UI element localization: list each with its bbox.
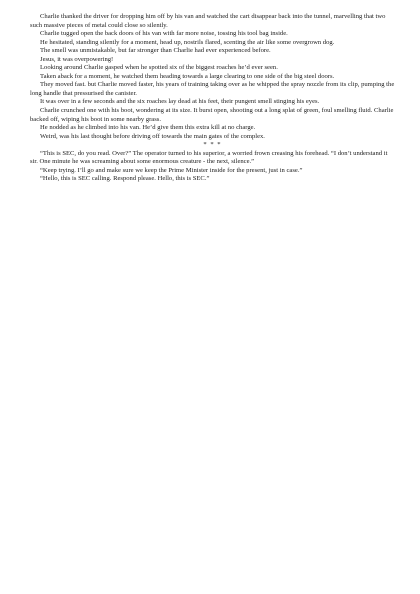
paragraph: They moved fast. but Charlie moved faster, his years of training taking over as he whipped the spray nozzle from its clip, pumping the long handle that pressurised the canister. <box>30 81 395 97</box>
paragraph: Charlie thanked the driver for dropping him off by his van and watched the cart disappear back into the tunnel, marvelling that two such massive pieces of metal could close so silently. <box>30 13 386 29</box>
paragraph: Weird, was his last thought before driving off towards the main gates of the complex. <box>40 132 265 140</box>
paragraph: Charlie tugged open the back doors of his van with far more noise, tossing his tool bag inside. <box>40 30 288 38</box>
paragraph: “Hello, this is SEC calling. Respond please. Hello, this is SEC.” <box>40 175 210 183</box>
scene-break: * * * <box>203 141 222 149</box>
paragraph: “This is SEC, do you read. Over?” The operator turned to his superior, a worried frown creasing his forehead. “I don’t understand it sir. One minute he was screaming about some enormous creature - the next, silence.” <box>30 149 388 166</box>
paragraph: “Keep trying. I’ll go and make sure we keep the Prime Minister inside for the present, just in case.” <box>40 166 303 174</box>
paragraph: The smell was unmistakable, but far stronger than Charlie had ever experienced before. <box>40 47 271 55</box>
paragraph: Taken aback for a moment, he watched them heading towards a large clearing to one side of the big steel doors. <box>40 72 335 80</box>
paragraph: He hesitated, standing silently for a moment, head up, nostrils flared, scenting the air like some overgrown dog. <box>40 38 335 46</box>
paragraph: Looking around Charlie gasped when he spotted six of the biggest roaches he’d ever seen. <box>40 64 278 72</box>
document-page <box>30 13 395 184</box>
paragraph: Charlie crunched one with his boot, wondering at its size. It burst open, shooting out a long splat of green, foul smelling fluid. Charlie backed off, wiping his boot in some nearby grass. <box>30 107 394 123</box>
paragraph: Jesus, it was overpowering! <box>40 55 114 63</box>
paragraph: It was over in a few seconds and the six roaches lay dead at his feet, their pungent smell stinging his eyes. <box>40 98 320 106</box>
paragraph: He nodded as he climbed into his van. He’d give them this extra kill at no charge. <box>40 124 256 132</box>
